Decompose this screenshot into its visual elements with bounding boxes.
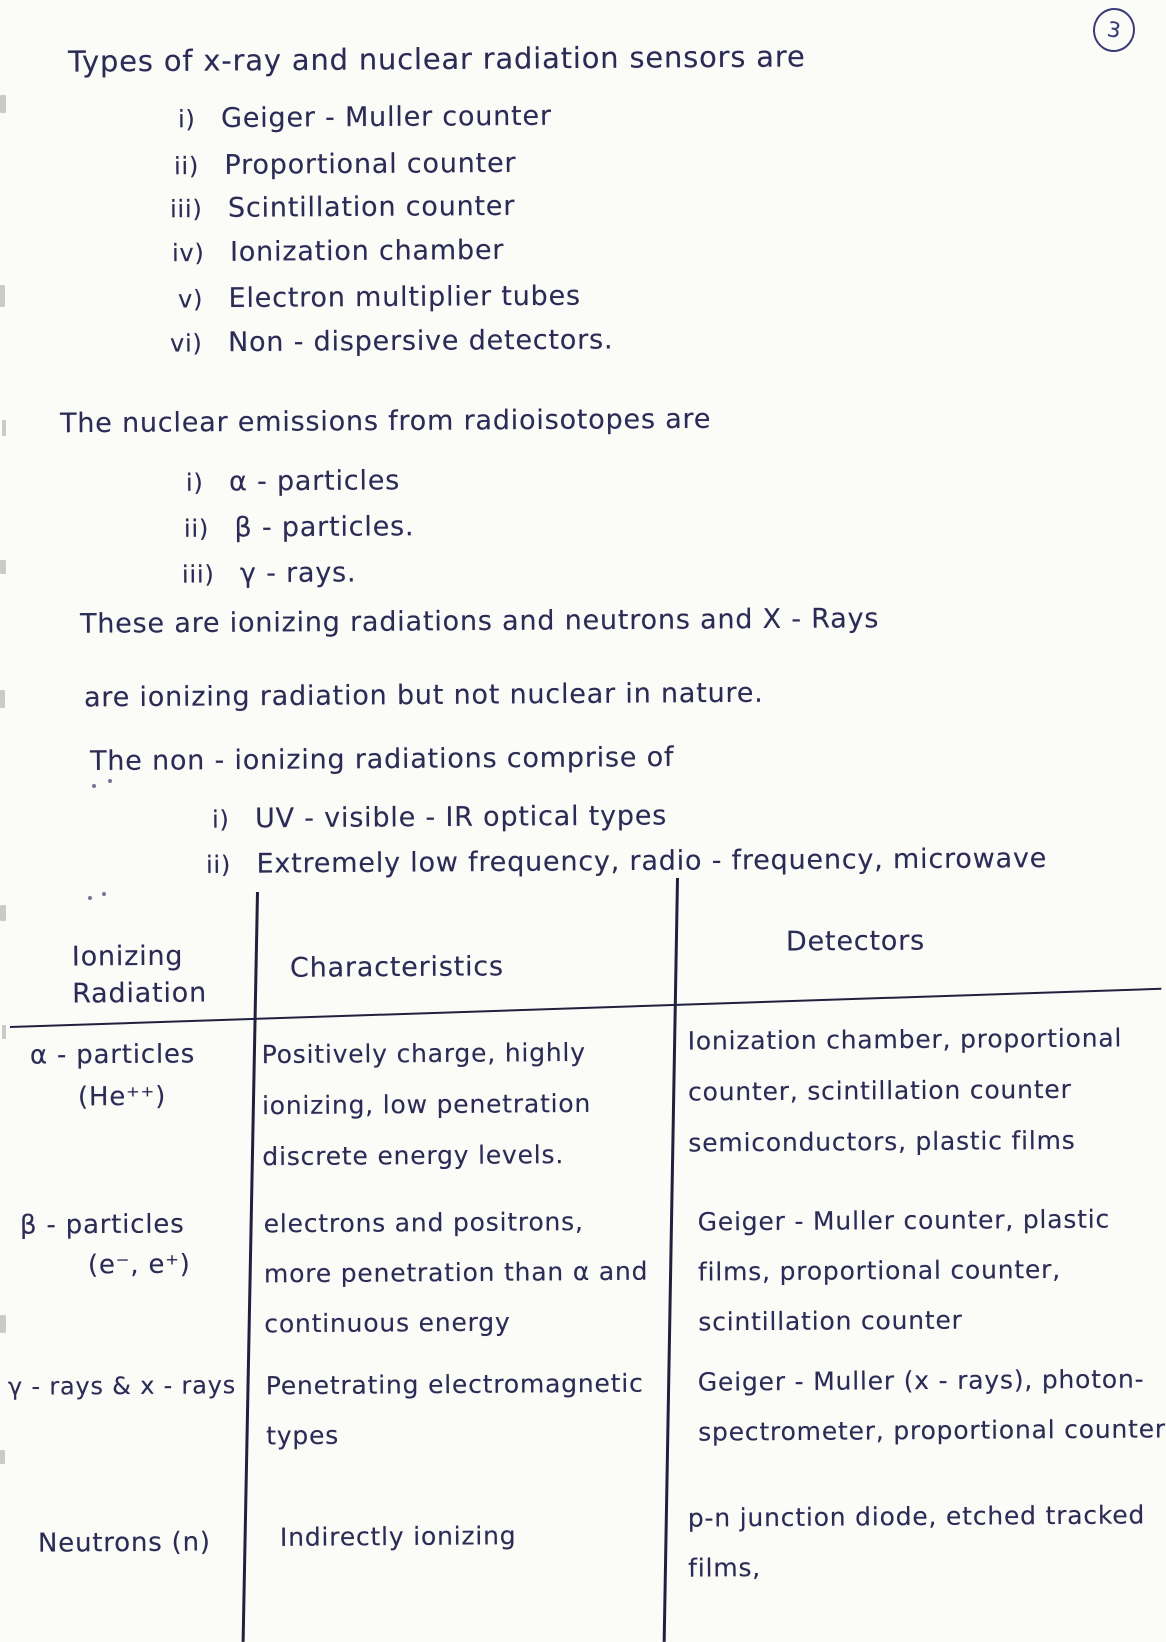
list-item-numeral: ii) bbox=[205, 850, 232, 879]
list-item-numeral: iv) bbox=[171, 238, 205, 268]
list-item bbox=[170, 324, 614, 358]
list-item bbox=[206, 843, 1047, 880]
scan-artifact bbox=[2, 1025, 6, 1039]
list-item-numeral: ii) bbox=[183, 514, 210, 543]
list-item-numeral: i) bbox=[185, 468, 204, 497]
list-item-label: Electron multiplier tubes bbox=[228, 280, 581, 315]
table-cell-detectors: p-n junction diode, etched tracked films, bbox=[687, 1500, 1146, 1583]
page-number-badge: 3 bbox=[1090, 5, 1138, 55]
list-item-numeral: iii) bbox=[169, 194, 203, 224]
list-item bbox=[184, 511, 415, 544]
emissions-intro: The nuclear emissions from radioisotopes are bbox=[59, 403, 712, 440]
table-cell-radiation-name: α - particles bbox=[29, 1039, 196, 1071]
list-item bbox=[212, 800, 667, 834]
list-item-label: Ionization chamber bbox=[229, 234, 505, 268]
table-cell-characteristics: Penetrating electromagnetic types bbox=[265, 1368, 644, 1451]
table-header-detectors: Detectors bbox=[785, 925, 926, 958]
list-item-numeral: ii) bbox=[173, 152, 200, 181]
ink-dot bbox=[108, 779, 112, 783]
list-item-numeral: v) bbox=[177, 285, 204, 314]
table-cell-radiation-name: Neutrons (n) bbox=[37, 1527, 211, 1559]
scan-artifact bbox=[0, 1315, 6, 1333]
list-item bbox=[182, 557, 357, 589]
ink-dot bbox=[102, 892, 106, 896]
list-item-label: UV - visible - IR optical types bbox=[254, 800, 668, 835]
page-title: Types of x-ray and nuclear radiation sensors are bbox=[67, 39, 806, 79]
list-item bbox=[178, 281, 581, 315]
table-cell-radiation-name: γ - rays & x - rays bbox=[7, 1371, 237, 1401]
table-header-radiation: Ionizing Radiation bbox=[71, 940, 208, 1010]
table-cell-detectors: Ionization chamber, proportional counter, scintillation counter semiconductors, plastic films bbox=[687, 1023, 1123, 1158]
scan-artifact bbox=[0, 905, 6, 921]
table-cell-characteristics: Positively charge, highly ionizing, low penetration discrete energy levels. bbox=[261, 1037, 592, 1172]
scan-artifact bbox=[0, 95, 6, 113]
list-item bbox=[174, 148, 517, 181]
scan-artifact bbox=[0, 285, 5, 307]
list-item bbox=[186, 465, 400, 497]
table-vertical-rule-1 bbox=[242, 892, 259, 1642]
list-item bbox=[172, 235, 504, 268]
list-item-label: α - particles bbox=[228, 465, 401, 498]
list-item-label: Non - dispersive detectors. bbox=[227, 324, 614, 359]
list-item-label: Proportional counter bbox=[224, 147, 517, 181]
list-item bbox=[178, 101, 552, 135]
list-item-label: Geiger - Muller counter bbox=[220, 100, 552, 135]
table-cell-characteristics: electrons and positrons, more penetration than α and continuous energy bbox=[263, 1207, 649, 1339]
ionizing-note-line1: These are ionizing radiations and neutrons and X - Rays bbox=[79, 603, 880, 640]
list-item-label: Extremely low frequency, radio - frequency, microwave bbox=[256, 843, 1048, 880]
ink-dot bbox=[88, 896, 92, 900]
list-item-label: Scintillation counter bbox=[227, 190, 516, 224]
table-cell-detectors: Geiger - Muller counter, plastic films, proportional counter, scintillation counter bbox=[697, 1204, 1111, 1337]
list-item-label: β - particles. bbox=[234, 511, 415, 544]
list-item-numeral: vi) bbox=[169, 329, 203, 358]
table-cell-detectors: Geiger - Muller (x - rays), photon- spectrometer, proportional counter bbox=[697, 1364, 1166, 1447]
ionizing-note-line2: are ionizing radiation but not nuclear in nature. bbox=[83, 677, 764, 714]
list-item bbox=[170, 191, 515, 224]
table-cell-radiation-symbol: (He⁺⁺) bbox=[77, 1081, 167, 1113]
scan-artifact bbox=[2, 420, 6, 436]
non-ionizing-intro: The non - ionizing radiations comprise of bbox=[89, 741, 675, 778]
list-item-numeral: iii) bbox=[181, 560, 215, 589]
table-cell-radiation-symbol: (e⁻, e⁺) bbox=[87, 1249, 191, 1281]
list-item-label: γ - rays. bbox=[239, 557, 357, 590]
table-vertical-rule-2 bbox=[663, 878, 679, 1642]
list-item-numeral: i) bbox=[211, 805, 230, 834]
list-item-numeral: i) bbox=[177, 105, 196, 134]
table-cell-characteristics: Indirectly ionizing bbox=[279, 1521, 517, 1552]
ink-dot bbox=[92, 784, 96, 788]
scan-artifact bbox=[0, 1450, 5, 1464]
table-cell-radiation-name: β - particles bbox=[19, 1209, 185, 1241]
scan-artifact bbox=[0, 560, 6, 574]
scan-artifact bbox=[0, 690, 5, 708]
table-header-characteristics: Characteristics bbox=[289, 951, 504, 984]
